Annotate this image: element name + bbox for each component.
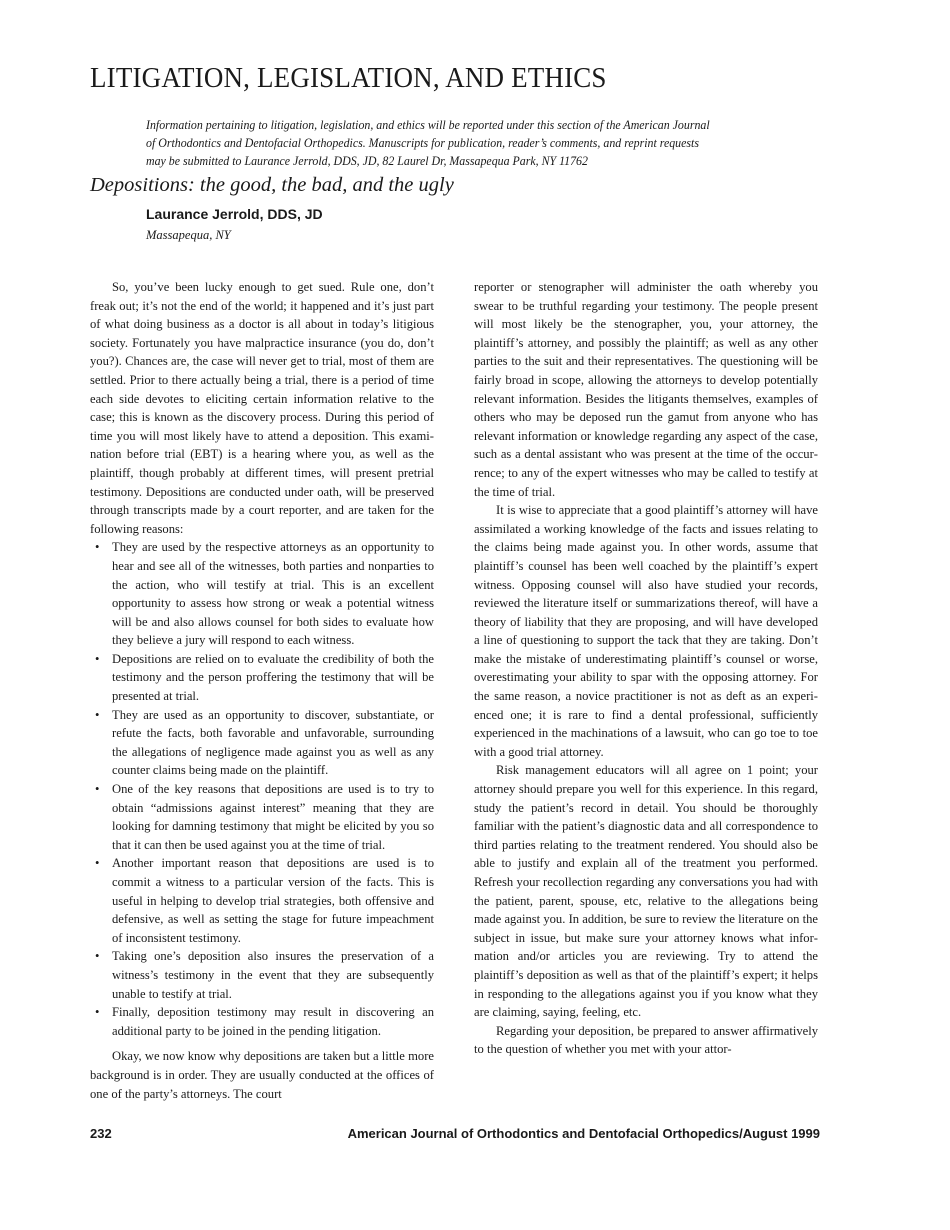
article-title: Depositions: the good, the bad, and the ugly [90, 174, 454, 196]
list-item-text: Finally, deposition testimony may result in discovering an additional party to be joined in the pending litigation. [112, 1005, 434, 1038]
bullet-icon: • [95, 949, 100, 964]
bullet-icon: • [95, 1005, 100, 1020]
body-paragraph: It is wise to appreciate that a good plaintiff’s attorney will have assimilated a working knowledge of the facts and issues relating to the claims being made against you. In other words, assume that plaintiff’s counsel has been well coached by the plaintiff’s expert witness. Opposing counsel will also have studied your records, reviewed the literature itself or summarizations thereof, will have a theory of liability that they are proposing, and will have developed a line of questioning to support the tack that they are taking. Don’t make the mistake of underestimating plaintiff’s counsel or worse, overestimating your ability to spar with the opposing attorney. For the same reason, a novice practitioner is not as deft as an experienced one; it is rare to find a dental professional, sufficiently experienced in the machinations of a lawsuit, who can go toe to toe with a good trial attorney. [474, 503, 818, 759]
body-paragraph: So, you’ve been lucky enough to get sued. Rule one, don’t freak out; it’s not the end of the world; it happened and it’s just part of what doing business as a doctor is all about in today’s litigious society. Fortunately you have malpractice insurance (you do, don’t you?). Chances are, the case will never get to trial, most of them are settled. Prior to there actually being a trial, there is a period of time each side devotes to eliciting certain information relative to the case; this is known as the discovery process. During this period of time you will most likely have to attend a deposition. This examination before trial (EBT) is a hearing where you, as well as the plaintiff, though probably at different times, will present pretrial testimony. Depositions are conducted under oath, will be preserved through transcripts made by a court reporter, and are taken for the following reasons: [90, 280, 434, 536]
list-item [90, 780, 434, 854]
bullet-icon: • [95, 782, 100, 797]
bullet-icon: • [95, 540, 100, 555]
list-item-text: They are used by the respective attorneys as an opportunity to hear and see all of the witnesses, both parties and nonparties to the action, who will testify at trial. This is an excellent opportunity to assess how strong or weak a potential witness will be and also allows counsel for both sides to evaluate how they believe a jury will respond to each witness. [112, 540, 434, 648]
left-column [90, 278, 434, 1103]
list-item [90, 706, 434, 780]
list-item-text: One of the key reasons that depositions are used is to try to obtain “admissions against interest” meaning that they are looking for damning testimony that might be elicited by you so that it can then be used against you at the time of trial. [112, 782, 434, 852]
list-item [90, 1003, 434, 1040]
section-intro [146, 116, 836, 170]
body-paragraph: Okay, we now know why depositions are taken but a little more background is in order. They are usually conducted at the offices of one of the party’s attorneys. The court [90, 1049, 434, 1101]
list-item [90, 947, 434, 1003]
section-title: LITIGATION, LEGISLATION, AND ETHICS [90, 62, 607, 94]
bullet-icon: • [95, 651, 100, 666]
intro-line: may be submitted to Laurance Jerrold, DDS, JD, 82 Laurel Dr, Massapequa Park, NY 11762 [146, 154, 588, 168]
right-column [474, 278, 818, 1059]
list-item-text: They are used as an opportunity to discover, substantiate, or refute the facts, both favorable and unfavorable, surrounding the allegations of negligence made against you as well as any counter claims being made on the plaintiff. [112, 707, 434, 778]
body-paragraph: Risk management educators will all agree on 1 point; your attorney should prepare you well for this experience. In this regard, study the patient’s record in detail. You should be thoroughly familiar with the patient’s diagnostic data and all correspondence to third parties relating to the treatment rendered. You should also be able to justify and explain all of the treatment you performed. Refresh your recollection regarding any conversations you had with the patient, parent, spouse, etc, relative to the allegations being made against you. In addition, be sure to review the literature on the subject in issue, but make sure your attorney knows what information and/or articles you are reviewing. Try to attend the plaintiff’s deposition as well as that of the plaintiff’s expert; it helps in responding to the allegations against you if you know what they are claiming, saying, feeling, etc. [474, 763, 818, 1020]
bullet-icon: • [95, 707, 100, 722]
intro-line: Information pertaining to litigation, legislation, and ethics will be reported under this section of the American Journal [146, 118, 710, 132]
author-name: Laurance Jerrold, DDS, JD [146, 206, 323, 222]
journal-citation: American Journal of Orthodontics and Dentofacial Orthopedics/August 1999 [347, 1126, 820, 1141]
body-paragraph: reporter or stenographer will administer the oath whereby you swear to be truthful regarding your testimony. The people present will most likely be the stenographer, you, your attorney, the plaintiff’s attorney, and possibly the plaintiff; as well as any other parties to the suit and their representatives. The questioning will be fairly broad in scope, allowing the attorneys to develop potentially relevant information. Besides the litigants themselves, examples of others who may be deposed run the gamut from anyone who has relevant information or knowledge regarding any aspect of the case, such as a dental assistant who was present at the time of the occurrence; to any of the expert witnesses who may be called to testify at the time of trial. [474, 280, 818, 499]
body-paragraph: Regarding your deposition, be prepared to answer affirmatively to the question of whether you met with your attor- [474, 1023, 818, 1057]
list-item [90, 538, 434, 650]
author-affiliation: Massapequa, NY [146, 228, 231, 242]
reasons-list [90, 538, 434, 1040]
list-item [90, 854, 434, 947]
intro-line: of Orthodontics and Dentofacial Orthopedics. Manuscripts for publication, reader’s comments, and reprint requests [146, 136, 699, 150]
list-item-text: Depositions are relied on to evaluate the credibility of both the testimony and the person proffering the testimony that will be presented at trial. [112, 651, 434, 704]
list-item-text: Another important reason that depositions are used is to commit a witness to a particular version of the facts. This is useful in helping to develop trial strategies, both offensive and defensive, as well as setting the stage for future impeachment of inconsistent testimony. [112, 856, 434, 945]
bullet-icon: • [95, 856, 100, 871]
list-item-text: Taking one’s deposition also insures the preservation of a witness’s testimony in the event that they are subsequently unable to testify at trial. [112, 949, 434, 1001]
page-number: 232 [90, 1126, 112, 1141]
list-item [90, 650, 434, 706]
